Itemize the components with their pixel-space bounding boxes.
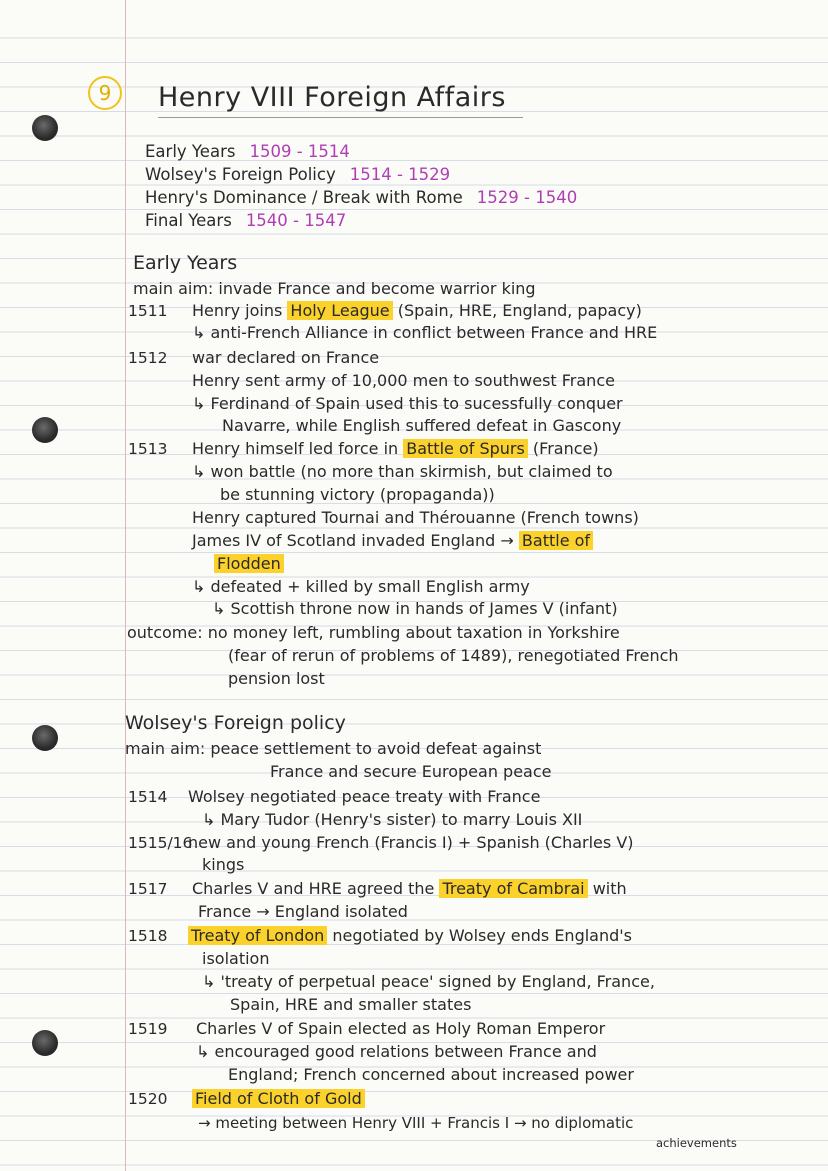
note-line: war declared on France (192, 348, 380, 367)
year-1517: 1517 (128, 880, 168, 898)
highlight-treaty-of-cambrai: Treaty of Cambrai (439, 879, 587, 898)
note-line: ↳ 'treaty of perpetual peace' signed by England, France, (202, 972, 655, 991)
note-line: ↳ encouraged good relations between France and (196, 1042, 597, 1061)
highlight-treaty-of-london: Treaty of London (188, 926, 327, 945)
toc-item: Early Years 1509 - 1514 (145, 142, 350, 161)
table-of-contents (145, 140, 577, 232)
note-line: Wolsey negotiated peace treaty with France (188, 787, 541, 806)
highlight-flodden: Flodden (214, 554, 284, 573)
note-line: Henry sent army of 10,000 men to southwest France (192, 371, 615, 390)
outcome-line: (fear of rerun of problems of 1489), renegotiated French (228, 646, 679, 665)
page-title: Henry VIII Foreign Affairs (158, 82, 506, 113)
year-1520: 1520 (128, 1090, 168, 1108)
note-line: James IV of Scotland invaded England → Battle of (192, 530, 593, 552)
note-line: new and young French (Francis I) + Spanish (Charles V) (188, 833, 634, 852)
note-line: ↳ Mary Tudor (Henry's sister) to marry Louis XII (202, 810, 583, 829)
note-line: Henry himself led force in Battle of Spurs (France) (192, 439, 599, 458)
note-line: Charles V of Spain elected as Holy Roman Emperor (196, 1019, 606, 1038)
note-line: ↳ defeated + killed by small English army (192, 577, 530, 596)
punch-hole (32, 725, 58, 751)
year-1518: 1518 (128, 927, 168, 945)
toc-item: Wolsey's Foreign Policy 1514 - 1529 (145, 165, 451, 184)
note-line: England; French concerned about increased power (228, 1065, 634, 1084)
highlight-holy-league: Holy League (287, 301, 392, 320)
note-line: kings (202, 855, 245, 874)
note-line: Charles V and HRE agreed the Treaty of Cambrai with (192, 879, 627, 898)
outcome-line: pension lost (228, 669, 325, 688)
note-line: France → England isolated (198, 902, 408, 921)
note-line: ↳ anti-French Alliance in conflict between France and HRE (192, 323, 658, 342)
punch-hole (32, 115, 58, 141)
title-underline (158, 117, 523, 118)
highlight-field-of-cloth-of-gold: Field of Cloth of Gold (192, 1089, 365, 1108)
note-line (214, 553, 284, 575)
year-1515-16: 1515/16 (128, 834, 193, 852)
wolsey-aim: France and secure European peace (270, 762, 552, 781)
toc-item: Henry's Dominance / Break with Rome 1529 - 1540 (145, 188, 578, 207)
toc-item: Final Years 1540 - 1547 (145, 211, 347, 230)
note-line: achievements (656, 1136, 737, 1150)
punch-hole (32, 1030, 58, 1056)
margin-line (125, 0, 126, 1171)
note-line: ↳ won battle (no more than skirmish, but claimed to (192, 462, 613, 481)
early-aim: main aim: invade France and become warrior king (133, 279, 536, 298)
note-line: → meeting between Henry VIII + Francis I → no diplomatic (198, 1114, 634, 1132)
year-1513: 1513 (128, 440, 168, 458)
year-1519: 1519 (128, 1020, 168, 1038)
note-line: Navarre, while English suffered defeat in Gascony (222, 416, 622, 435)
highlight-battle-of-spurs: Battle of Spurs (403, 439, 528, 458)
note-line (192, 1088, 365, 1110)
year-1512: 1512 (128, 349, 168, 367)
year-1511: 1511 (128, 302, 168, 320)
year-1514: 1514 (128, 788, 168, 806)
note-line: ↳ Ferdinand of Spain used this to sucessfully conquer (192, 394, 623, 413)
highlight-battle-of-flodden: Battle of (519, 531, 593, 550)
section-heading-early-years: Early Years (133, 252, 238, 274)
note-line: ↳ Scottish throne now in hands of James V (infant) (212, 599, 618, 618)
note-line: isolation (202, 949, 270, 968)
note-line: Henry captured Tournai and Thérouanne (French towns) (192, 508, 639, 527)
outcome-line: outcome: no money left, rumbling about taxation in Yorkshire (127, 623, 620, 642)
punch-hole (32, 417, 58, 443)
page-number-circle: 9 (88, 76, 122, 110)
note-line: Henry joins Holy League (Spain, HRE, England, papacy) (192, 301, 642, 320)
note-line: Spain, HRE and smaller states (230, 995, 472, 1014)
section-heading-wolsey: Wolsey's Foreign policy (125, 712, 346, 734)
note-line: be stunning victory (propaganda)) (220, 485, 495, 504)
note-line: Treaty of London negotiated by Wolsey ends England's (188, 925, 632, 947)
wolsey-aim: main aim: peace settlement to avoid defeat against (125, 739, 542, 758)
